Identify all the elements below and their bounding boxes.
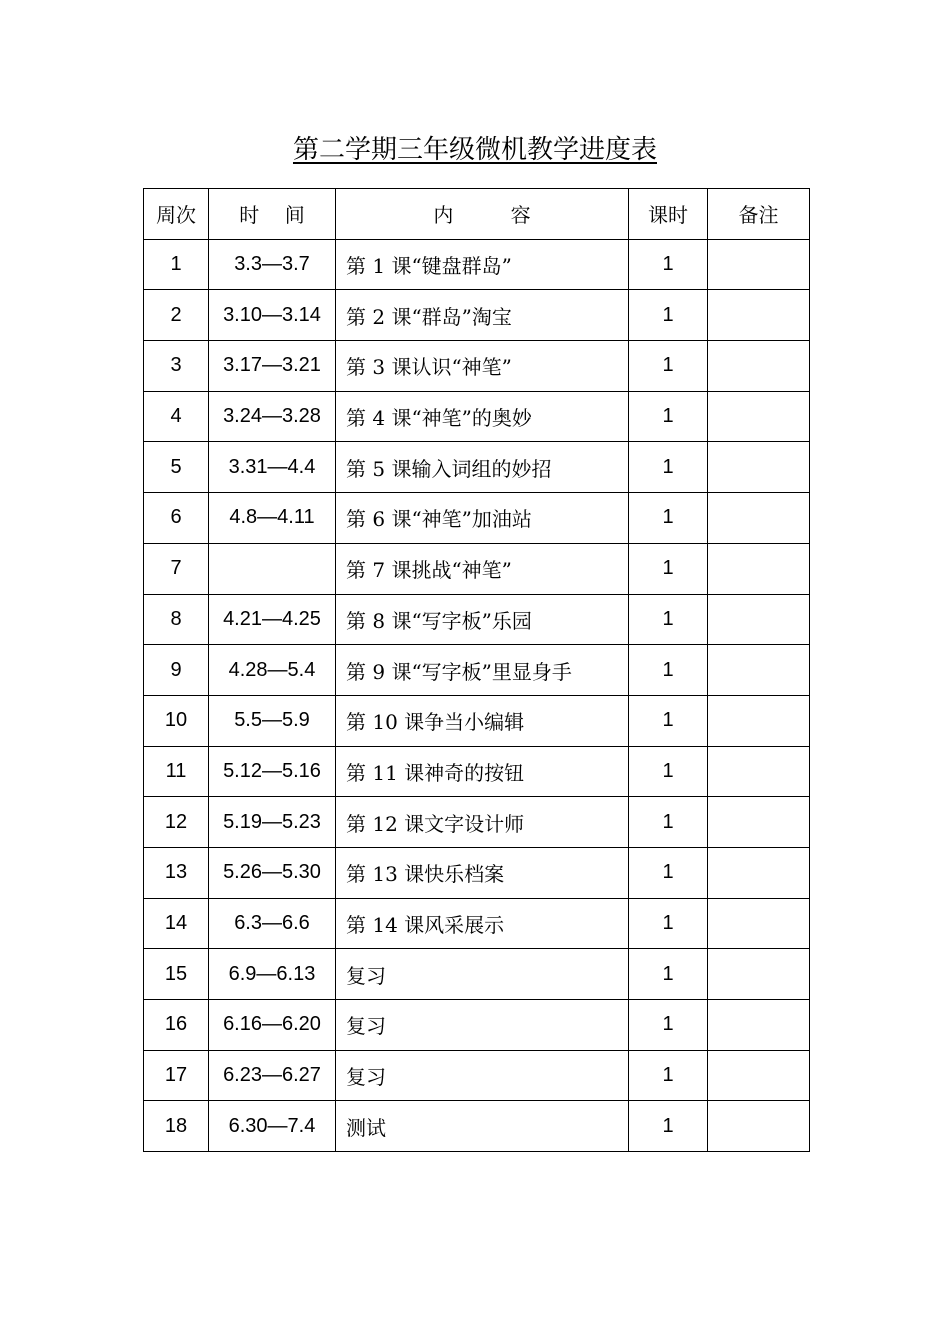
cell-content: 测试 [336,1101,629,1152]
cell-time: 6.3—6.6 [209,898,336,949]
cell-time: 5.19—5.23 [209,797,336,848]
cell-content: 第 4 课“神笔”的奥妙 [336,391,629,442]
table-row [144,290,810,341]
cell-note [708,543,810,594]
cell-note [708,493,810,544]
cell-time: 6.9—6.13 [209,949,336,1000]
cell-hours: 1 [629,391,708,442]
cell-note [708,645,810,696]
table-row [144,645,810,696]
table-row [144,239,810,290]
cell-note [708,1050,810,1101]
cell-hours: 1 [629,442,708,493]
table-row [144,493,810,544]
cell-note [708,898,810,949]
cell-week: 2 [144,290,209,341]
cell-content: 第 13 课快乐档案 [336,847,629,898]
cell-note [708,847,810,898]
cell-hours: 1 [629,847,708,898]
cell-time: 6.30—7.4 [209,1101,336,1152]
cell-note [708,290,810,341]
cell-content: 第 2 课“群岛”淘宝 [336,290,629,341]
cell-hours: 1 [629,543,708,594]
table-row [144,594,810,645]
cell-week: 17 [144,1050,209,1101]
cell-hours: 1 [629,695,708,746]
cell-time: 5.12—5.16 [209,746,336,797]
cell-note [708,391,810,442]
cell-time: 3.31—4.4 [209,442,336,493]
cell-content: 复习 [336,949,629,1000]
cell-content: 复习 [336,1000,629,1051]
cell-time: 6.16—6.20 [209,1000,336,1051]
cell-week: 7 [144,543,209,594]
cell-week: 15 [144,949,209,1000]
cell-hours: 1 [629,898,708,949]
cell-week: 1 [144,239,209,290]
cell-note [708,746,810,797]
cell-time: 6.23—6.27 [209,1050,336,1101]
page-title [0,132,950,168]
cell-hours: 1 [629,290,708,341]
cell-week: 3 [144,341,209,392]
table-row [144,949,810,1000]
table-row [144,341,810,392]
header-note: 备注 [708,189,810,240]
cell-week: 10 [144,695,209,746]
cell-time: 3.17—3.21 [209,341,336,392]
cell-content: 第 8 课“写字板”乐园 [336,594,629,645]
cell-content: 第 14 课风采展示 [336,898,629,949]
cell-hours: 1 [629,645,708,696]
table-row [144,543,810,594]
page-title-text: 第二学期三年级微机教学进度表 [292,135,657,165]
cell-hours: 1 [629,1101,708,1152]
header-hours: 课时 [629,189,708,240]
cell-content: 第 5 课输入词组的妙招 [336,442,629,493]
header-time: 时 间 [209,189,336,240]
table-row [144,1101,810,1152]
cell-time: 3.10—3.14 [209,290,336,341]
table-row [144,847,810,898]
cell-content: 第 9 课“写字板”里显身手 [336,645,629,696]
cell-week: 18 [144,1101,209,1152]
cell-week: 5 [144,442,209,493]
cell-week: 14 [144,898,209,949]
cell-note [708,695,810,746]
cell-week: 11 [144,746,209,797]
cell-content: 第 3 课认识“神笔” [336,341,629,392]
cell-note [708,1101,810,1152]
cell-time: 3.24—3.28 [209,391,336,442]
cell-content: 复习 [336,1050,629,1101]
cell-note [708,1000,810,1051]
cell-time: 4.28—5.4 [209,645,336,696]
cell-hours: 1 [629,594,708,645]
cell-content: 第 6 课“神笔”加油站 [336,493,629,544]
cell-note [708,797,810,848]
table-row [144,391,810,442]
cell-note [708,341,810,392]
cell-content: 第 1 课“键盘群岛” [336,239,629,290]
cell-week: 9 [144,645,209,696]
cell-hours: 1 [629,1050,708,1101]
cell-time [209,543,336,594]
table-row [144,797,810,848]
cell-hours: 1 [629,239,708,290]
cell-note [708,442,810,493]
header-content: 内 容 [336,189,629,240]
cell-content: 第 7 课挑战“神笔” [336,543,629,594]
cell-hours: 1 [629,746,708,797]
cell-time: 4.21—4.25 [209,594,336,645]
cell-note [708,949,810,1000]
cell-time: 4.8—4.11 [209,493,336,544]
cell-time: 5.5—5.9 [209,695,336,746]
cell-week: 13 [144,847,209,898]
cell-note [708,594,810,645]
cell-week: 16 [144,1000,209,1051]
table-row [144,746,810,797]
cell-time: 5.26—5.30 [209,847,336,898]
table-row [144,442,810,493]
table-row [144,1050,810,1101]
cell-hours: 1 [629,493,708,544]
schedule-table [143,188,810,1152]
table-header-row [144,189,810,240]
cell-hours: 1 [629,341,708,392]
cell-hours: 1 [629,949,708,1000]
cell-week: 8 [144,594,209,645]
cell-content: 第 11 课神奇的按钮 [336,746,629,797]
cell-content: 第 10 课争当小编辑 [336,695,629,746]
cell-week: 6 [144,493,209,544]
table-row [144,695,810,746]
cell-hours: 1 [629,1000,708,1051]
header-week: 周次 [144,189,209,240]
cell-week: 12 [144,797,209,848]
cell-time: 3.3—3.7 [209,239,336,290]
cell-content: 第 12 课文字设计师 [336,797,629,848]
table-row [144,898,810,949]
cell-note [708,239,810,290]
cell-hours: 1 [629,797,708,848]
table-row [144,1000,810,1051]
cell-week: 4 [144,391,209,442]
